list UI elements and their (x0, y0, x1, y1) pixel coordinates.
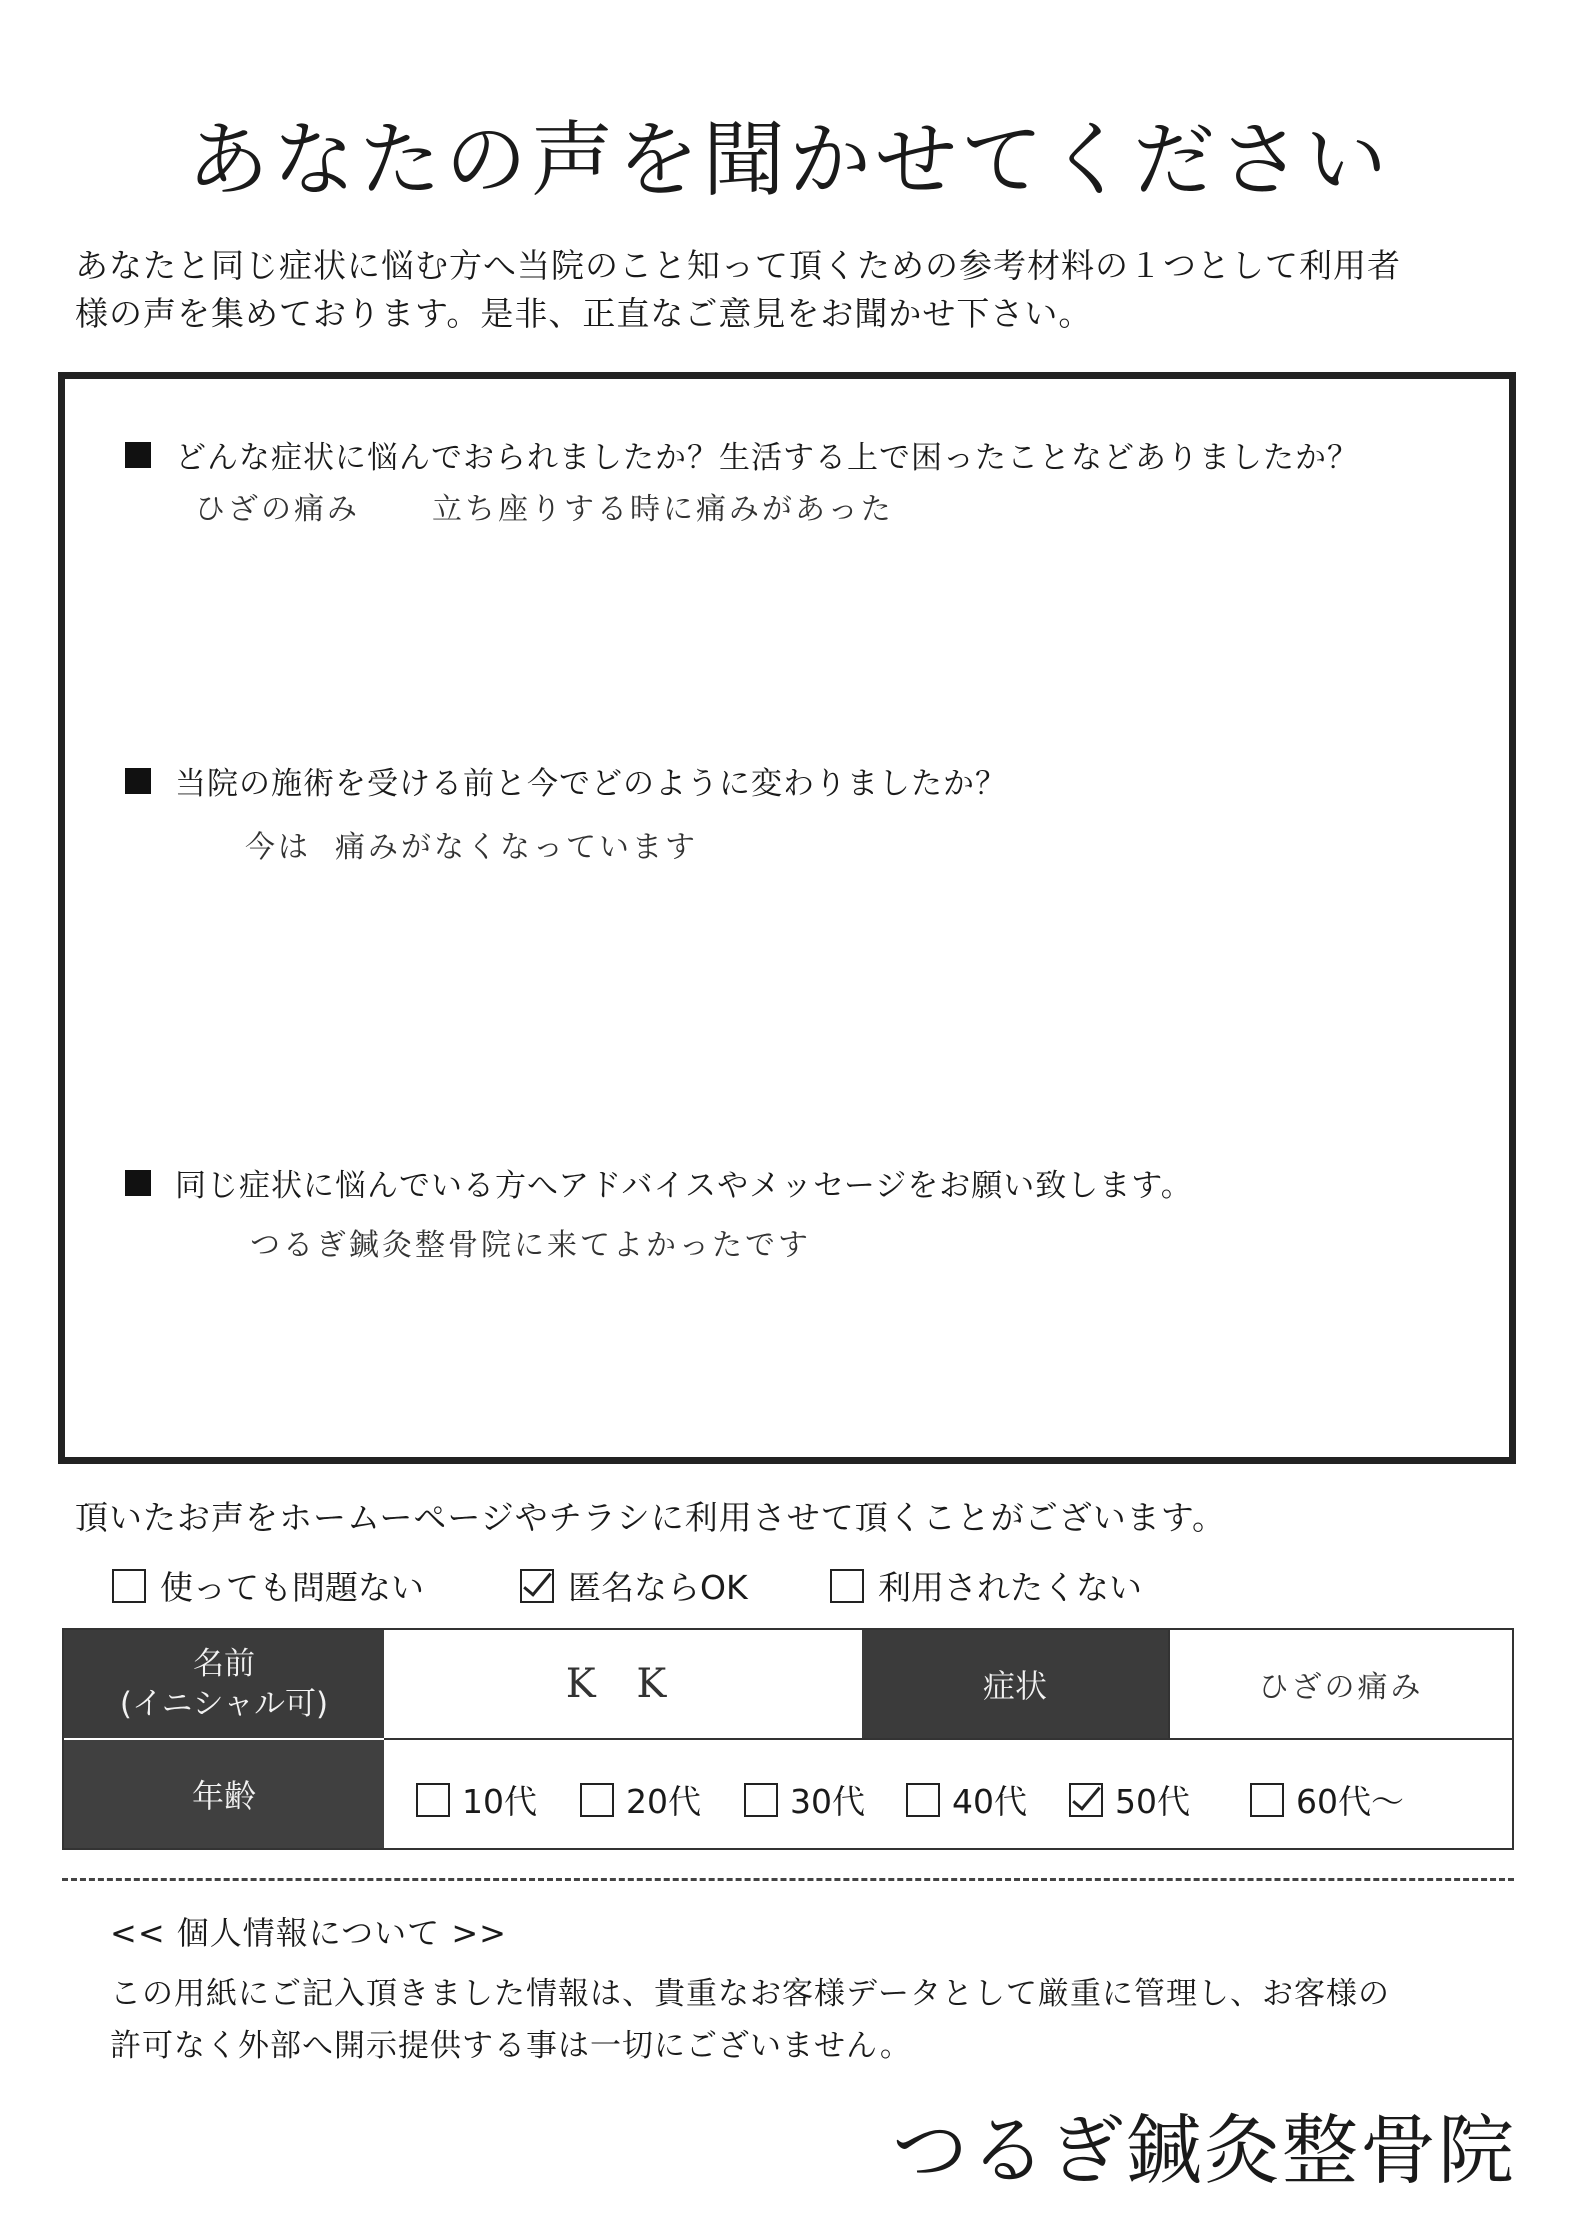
bullet-square-icon (125, 768, 151, 794)
name-value[interactable]: K K (565, 1661, 681, 1707)
checkbox-age-10s[interactable] (416, 1783, 450, 1817)
age-option-30s[interactable] (744, 1776, 865, 1823)
age-option-60s-plus-label: 60代〜 (1296, 1782, 1404, 1821)
permission-notice: 頂いたお声をホームーページやチラシに利用させて頂くことがございます。 (75, 1498, 1227, 1537)
permission-option-decline[interactable] (830, 1562, 1142, 1609)
checkbox-allow[interactable] (112, 1569, 146, 1603)
age-option-20s[interactable] (580, 1776, 701, 1823)
question-3-text: 同じ症状に悩んでいる方へアドバイスやメッセージをお願い致します。 (175, 1168, 1193, 1204)
checkbox-age-50s[interactable] (1069, 1783, 1103, 1817)
age-option-50s-label: 50代 (1115, 1782, 1190, 1821)
age-label: 年齢 (64, 1740, 384, 1848)
intro-text (75, 242, 1515, 338)
name-label: 名前 (193, 1646, 255, 1682)
age-option-60s-plus[interactable] (1250, 1776, 1404, 1823)
answer-1-part-2: 立ち座りする時に痛みがあった (432, 492, 894, 527)
permission-option-decline-label: 利用されたくない (878, 1568, 1142, 1607)
bullet-square-icon (125, 442, 151, 468)
questions-box (58, 372, 1516, 1464)
age-option-20s-label: 20代 (626, 1782, 701, 1821)
symptom-label: 症状 (862, 1630, 1168, 1738)
age-option-50s[interactable] (1069, 1776, 1190, 1823)
info-table (62, 1628, 1514, 1850)
question-2-text: 当院の施術を受ける前と今でどのように変わりましたか？ (175, 766, 1007, 802)
answer-2-part-1: 今は (245, 830, 311, 865)
checkbox-anonymous[interactable] (520, 1569, 554, 1603)
intro-line-1: あなたと同じ症状に悩む方へ当院のこと知って頂くための参考材料の１つとして利用者 (75, 246, 1401, 285)
table-divider (384, 1738, 1512, 1740)
name-label-cell (64, 1630, 384, 1738)
question-1 (125, 432, 1359, 477)
age-option-40s-label: 40代 (952, 1782, 1027, 1821)
permission-option-allow[interactable] (112, 1562, 424, 1609)
age-option-10s[interactable] (416, 1776, 537, 1823)
permission-option-allow-label: 使っても問題ない (160, 1568, 424, 1607)
permission-option-anonymous-label: 匿名ならOK (568, 1568, 748, 1607)
permission-option-anonymous[interactable] (520, 1562, 748, 1609)
form-title: あなたの声を聞かせてください (186, 113, 1391, 208)
privacy-line-2: 許可なく外部へ開示提供する事は一切にございません。 (110, 2028, 912, 2064)
answer-2-part-2: 痛みがなくなっています (335, 830, 698, 865)
checkbox-age-40s[interactable] (906, 1783, 940, 1817)
cut-line-divider (62, 1878, 1514, 1881)
answer-1-part-1: ひざの痛み (195, 492, 360, 527)
question-1-text: どんな症状に悩んでおられましたか？生活する上で困ったことなどありましたか？ (175, 440, 1359, 476)
answer-3: つるぎ鍼灸整骨院に来てよかったです (250, 1228, 811, 1263)
privacy-notice (110, 1968, 1510, 2072)
checkbox-decline[interactable] (830, 1569, 864, 1603)
intro-line-2: 様の声を集めております。是非、正直なご意見をお聞かせ下さい。 (75, 294, 1093, 333)
age-option-10s-label: 10代 (462, 1782, 537, 1821)
bullet-square-icon (125, 1170, 151, 1196)
age-option-30s-label: 30代 (790, 1782, 865, 1821)
question-3 (125, 1160, 1193, 1205)
checkbox-age-20s[interactable] (580, 1783, 614, 1817)
question-2 (125, 758, 1007, 803)
privacy-heading: << 個人情報について >> (110, 1914, 507, 1952)
symptom-value[interactable]: ひざの痛み (1168, 1630, 1512, 1738)
checkbox-age-60s-plus[interactable] (1250, 1783, 1284, 1817)
clinic-name: つるぎ鍼灸整骨院 (892, 2106, 1516, 2195)
age-option-40s[interactable] (906, 1776, 1027, 1823)
name-label-note: (イニシャル可) (119, 1686, 329, 1722)
checkbox-age-30s[interactable] (744, 1783, 778, 1817)
privacy-line-1: この用紙にご記入頂きました情報は、貴重なお客様データとして厳重に管理し、お客様の (110, 1976, 1390, 2012)
